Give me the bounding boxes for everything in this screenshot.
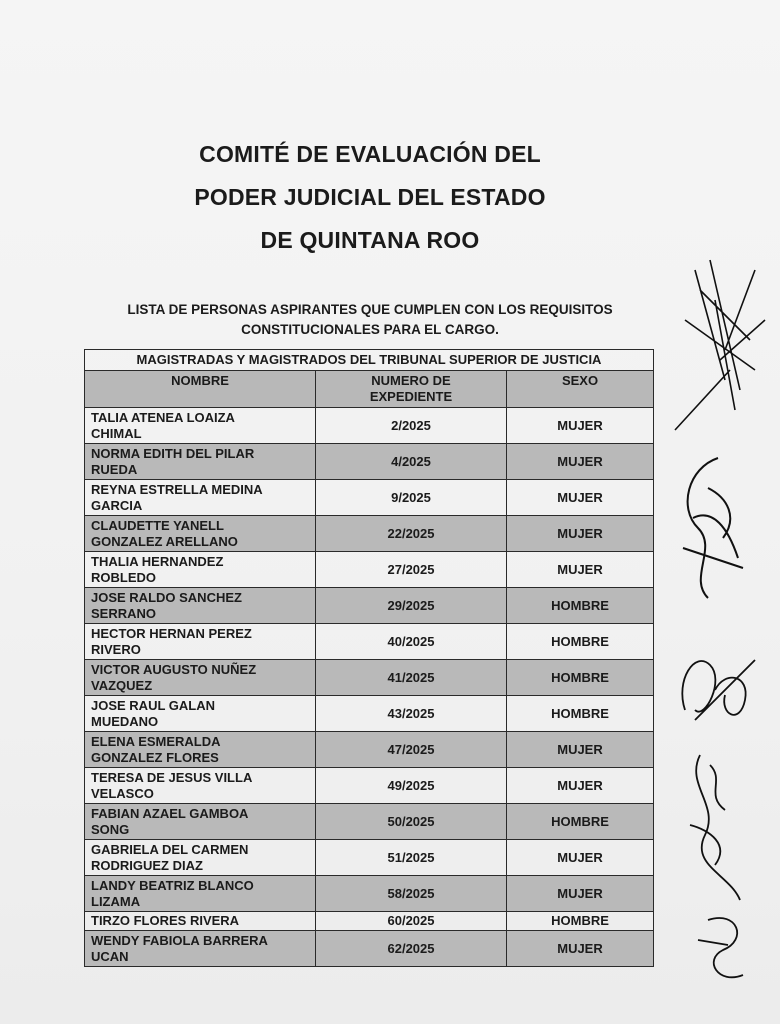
applicant-name-line-1: JOSE RAUL GALAN [91, 697, 215, 713]
applicant-name-line-1: THALIA HERNANDEZ [91, 553, 224, 569]
applicant-name [85, 876, 316, 912]
applicant-name-line-2: CHIMAL [91, 425, 142, 441]
applicant-name-line-2: UCAN [91, 948, 129, 964]
table-caption-row [85, 350, 654, 371]
applicant-name-line-1: HECTOR HERNAN PEREZ [91, 625, 252, 641]
table-row [85, 768, 654, 804]
header-name: NOMBRE [85, 371, 316, 408]
applicant-name-line-1: REYNA ESTRELLA MEDINA [91, 481, 263, 497]
sex-value: MUJER [507, 876, 654, 912]
applicant-name [85, 480, 316, 516]
applicant-name-line-2: GONZALEZ ARELLANO [91, 533, 238, 549]
sex-value: MUJER [507, 552, 654, 588]
table-caption: MAGISTRADAS Y MAGISTRADOS DEL TRIBUNAL SUPERIOR DE JUSTICIA [85, 350, 654, 371]
applicant-name [85, 931, 316, 967]
sex-value: HOMBRE [507, 696, 654, 732]
sex-value: MUJER [507, 931, 654, 967]
applicant-name [85, 912, 316, 931]
table-row [85, 408, 654, 444]
applicant-name [85, 768, 316, 804]
applicant-name-line-2: ROBLEDO [91, 569, 156, 585]
sex-value: MUJER [507, 444, 654, 480]
applicant-name [85, 516, 316, 552]
table-row [85, 552, 654, 588]
applicant-name [85, 624, 316, 660]
applicant-name-line-2: RUEDA [91, 461, 138, 477]
table-row [85, 660, 654, 696]
applicant-name [85, 408, 316, 444]
title-line-2: PODER JUDICIAL DEL ESTADO [194, 184, 546, 210]
expediente-number: 43/2025 [316, 696, 507, 732]
table-row [85, 444, 654, 480]
expediente-number: 50/2025 [316, 804, 507, 840]
applicant-name [85, 840, 316, 876]
subtitle-line-1: LISTA DE PERSONAS ASPIRANTES QUE CUMPLEN CON LOS REQUISITOS [127, 302, 613, 317]
sex-value: HOMBRE [507, 912, 654, 931]
applicant-name [85, 732, 316, 768]
expediente-number: 4/2025 [316, 444, 507, 480]
applicant-name-line-1: NORMA EDITH DEL PILAR [91, 445, 255, 461]
sex-value: HOMBRE [507, 804, 654, 840]
expediente-number: 22/2025 [316, 516, 507, 552]
expediente-number: 2/2025 [316, 408, 507, 444]
table-header-row [85, 371, 654, 408]
applicant-name-line-2: GONZALEZ FLORES [91, 749, 219, 765]
expediente-number: 47/2025 [316, 732, 507, 768]
expediente-number: 62/2025 [316, 931, 507, 967]
sex-value: MUJER [507, 516, 654, 552]
applicant-name-line-1: TIRZO FLORES RIVERA [91, 913, 240, 928]
table-row [85, 840, 654, 876]
table-row [85, 480, 654, 516]
title-line-1: COMITÉ DE EVALUACIÓN DEL [199, 141, 541, 167]
applicant-name-line-2: LIZAMA [91, 893, 141, 909]
applicant-name-line-1: GABRIELA DEL CARMEN [91, 841, 249, 857]
sex-value: MUJER [507, 768, 654, 804]
signature-4 [670, 735, 770, 905]
table-row [85, 804, 654, 840]
applicant-name-line-2: RIVERO [91, 641, 141, 657]
applicant-name-line-2: VAZQUEZ [91, 677, 153, 693]
sex-value: HOMBRE [507, 588, 654, 624]
applicant-name-line-1: JOSE RALDO SANCHEZ [91, 589, 242, 605]
applicant-name-line-1: LANDY BEATRIZ BLANCO [91, 877, 254, 893]
applicant-name-line-1: TERESA DE JESUS VILLA [91, 769, 253, 785]
applicant-name-line-2: MUEDANO [91, 713, 159, 729]
signature-1 [655, 230, 775, 440]
applicant-name-line-2: VELASCO [91, 785, 154, 801]
subtitle-line-2: CONSTITUCIONALES PARA EL CARGO. [241, 322, 499, 337]
table-row [85, 876, 654, 912]
table-body [85, 408, 654, 967]
applicant-name [85, 660, 316, 696]
table-row [85, 624, 654, 660]
table-row [85, 696, 654, 732]
header-expediente-line-1: NUMERO DE [371, 373, 451, 388]
sex-value: HOMBRE [507, 660, 654, 696]
expediente-number: 29/2025 [316, 588, 507, 624]
table-row [85, 732, 654, 768]
applicant-name-line-1: CLAUDETTE YANELL [91, 517, 224, 533]
expediente-number: 60/2025 [316, 912, 507, 931]
applicant-name-line-1: VICTOR AUGUSTO NUÑEZ [91, 661, 257, 677]
signature-5 [688, 900, 758, 990]
sex-value: MUJER [507, 840, 654, 876]
applicant-name-line-1: ELENA ESMERALDA [91, 733, 221, 749]
applicant-name-line-2: RODRIGUEZ DIAZ [91, 857, 203, 873]
sex-value: HOMBRE [507, 624, 654, 660]
applicant-name [85, 804, 316, 840]
applicants-table [84, 349, 654, 967]
sex-value: MUJER [507, 408, 654, 444]
table-row [85, 931, 654, 967]
header-sex: SEXO [507, 371, 654, 408]
applicant-name [85, 696, 316, 732]
title-line-3: DE QUINTANA ROO [260, 227, 480, 253]
expediente-number: 27/2025 [316, 552, 507, 588]
table-row [85, 516, 654, 552]
applicant-name-line-1: TALIA ATENEA LOAIZA [91, 409, 235, 425]
expediente-number: 9/2025 [316, 480, 507, 516]
applicant-name-line-1: WENDY FABIOLA BARRERA [91, 932, 268, 948]
sex-value: MUJER [507, 480, 654, 516]
expediente-number: 58/2025 [316, 876, 507, 912]
expediente-number: 51/2025 [316, 840, 507, 876]
expediente-number: 41/2025 [316, 660, 507, 696]
list-subtitle [80, 300, 660, 340]
applicant-name [85, 552, 316, 588]
table-row [85, 588, 654, 624]
applicant-name-line-1: FABIAN AZAEL GAMBOA [91, 805, 249, 821]
header-expediente [316, 371, 507, 408]
signature-2 [668, 448, 758, 608]
applicant-name-line-2: SONG [91, 821, 130, 837]
applicant-name [85, 588, 316, 624]
header-expediente-line-2: EXPEDIENTE [369, 389, 453, 404]
applicant-name-line-2: GARCIA [91, 497, 143, 513]
table-row [85, 912, 654, 931]
sex-value: MUJER [507, 732, 654, 768]
expediente-number: 49/2025 [316, 768, 507, 804]
applicant-name-line-2: SERRANO [91, 605, 157, 621]
signature-3 [665, 640, 765, 735]
applicant-name [85, 444, 316, 480]
expediente-number: 40/2025 [316, 624, 507, 660]
